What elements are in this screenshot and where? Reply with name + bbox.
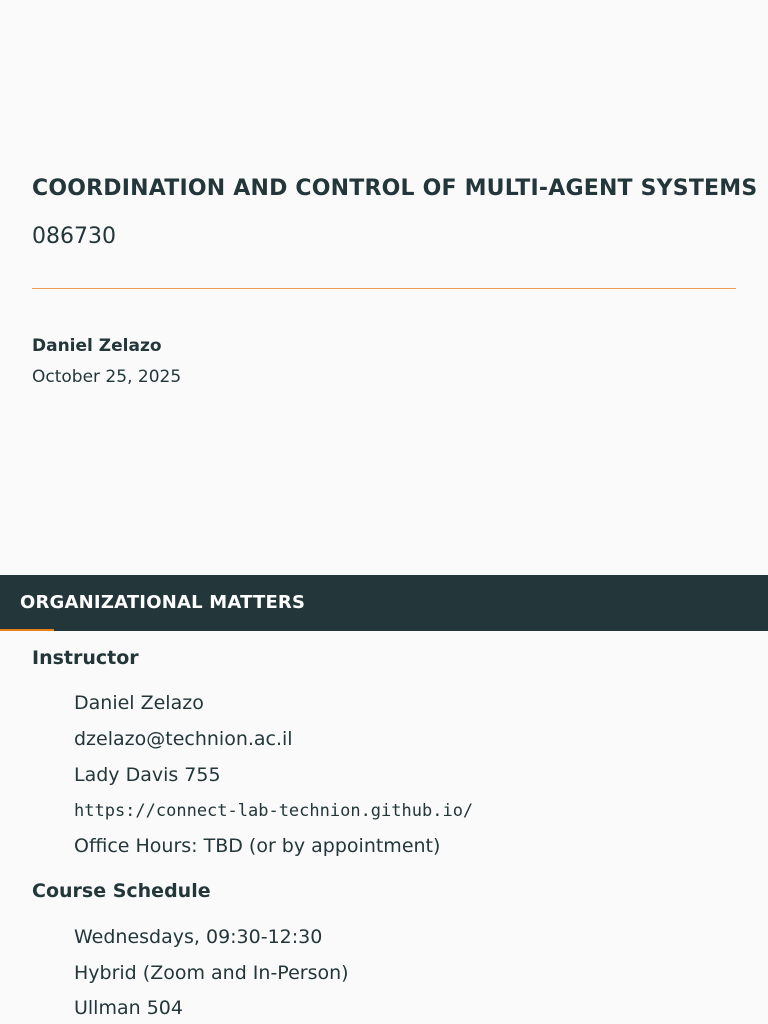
schedule-time: Wednesdays, 09:30-12:30: [74, 926, 323, 948]
instructor-name: Daniel Zelazo: [74, 692, 204, 714]
course-number: 086730: [32, 224, 116, 249]
author-name: Daniel Zelazo: [32, 336, 162, 356]
instructor-email: dzelazo@technion.ac.il: [74, 728, 293, 750]
course-schedule-heading: Course Schedule: [32, 880, 211, 902]
instructor-website-link[interactable]: https://connect-lab-technion.github.io/: [74, 801, 474, 821]
schedule-format: Hybrid (Zoom and In-Person): [74, 962, 349, 984]
frame-title: ORGANIZATIONAL MATTERS: [20, 592, 306, 613]
instructor-office: Lady Davis 755: [74, 764, 221, 786]
frame-title-bar: [0, 575, 768, 631]
office-hours: Office Hours: TBD (or by appointment): [74, 835, 441, 857]
title-separator-line: [32, 288, 736, 289]
presentation-date: October 25, 2025: [32, 367, 182, 387]
schedule-room: Ullman 504: [74, 997, 183, 1019]
instructor-heading: Instructor: [32, 647, 139, 669]
presentation-title: COORDINATION AND CONTROL OF MULTI-AGENT SYSTEMS: [32, 176, 758, 201]
